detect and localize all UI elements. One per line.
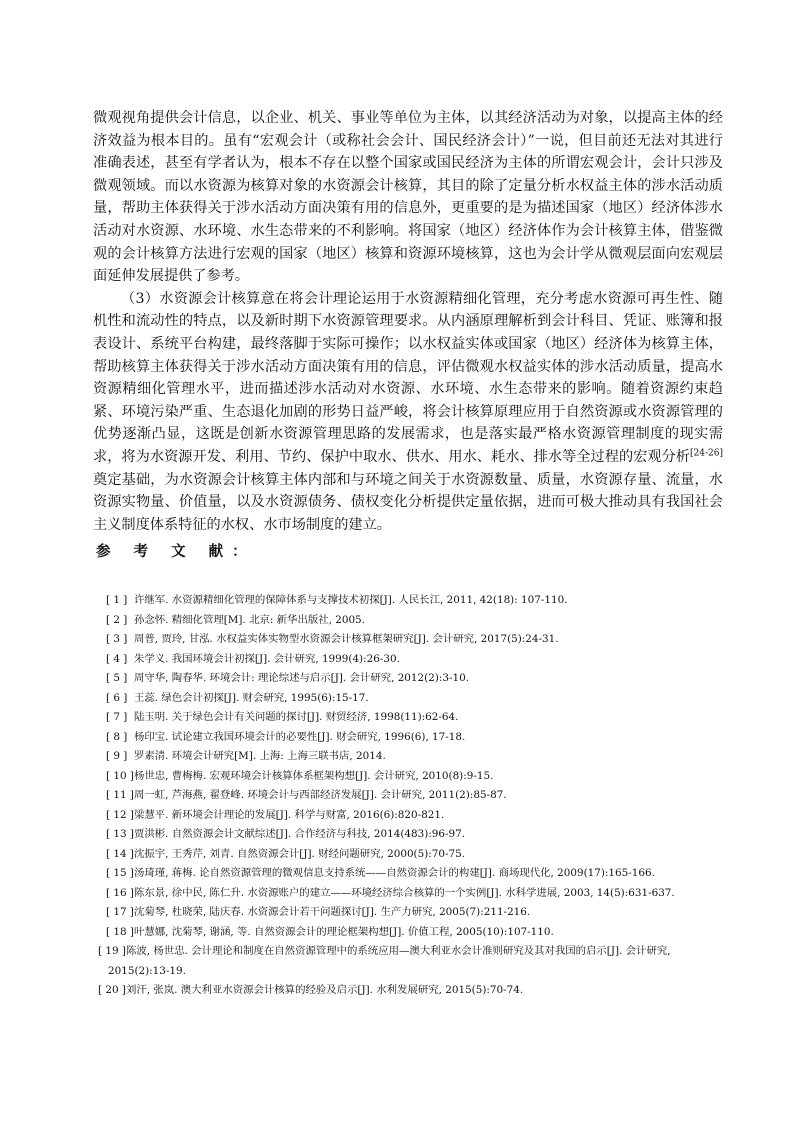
reference-text: 梁慧平. 新环境会计理论的发展[J]. 科学与财富, 2016(6):820-821. [134,808,445,821]
reference-item [106,923,716,943]
reference-text: 孙念怀. 精细化管理[M]. 北京: 新华出版社, 2005. [134,613,365,626]
paragraph-2-text-before: （3）水资源会计核算意在将会计理论运用于水资源精细化管理，充分考虑水资源可再生性、随机性和流动性的特点，以及新时期下水资源管理要求。从内涵原理解析到会计科目、凭证、账簿和报表设计、系统平台构建，最终落脚于实际可操作；以水权益实体或国家（地区）经济体为核算主体，帮助核算主体获得关于涉水活动方面决策有用的信息，评估微观水权益实体的涉水活动质量，提高水资源精细化管理水平，进而描述涉水活动对水资源、水环境、水生态带来的影响。随着资源约束趋紧、环境污染严重、生态退化加剧的形势日益严峻，将会计核算原理应用于自然资源或水资源管理的优势逐渐凸显，这既是创新水资源管理思路的发展需求，也是落实最严格水资源管理制度的现实需求，将为水资源开发、利用、节约、保护中取水、供水、用水、耗水、排水等全过程的宏观分析 [93,290,723,465]
reference-item [106,806,716,826]
reference-number: [ 9 ] [106,750,128,762]
reference-number: [ 4 ] [106,652,128,665]
reference-number: [ 8 ] [106,730,128,743]
reference-text: 汤琦瑾, 蒋梅. 论自然资源管理的微观信息支持系统——自然资源会计的构建[J]. 商场现代化, 2009(17):165-166. [134,867,655,879]
body-text [93,107,723,536]
reference-number: [ 10 ] [106,769,134,782]
references-heading: 参 考 文 献： [96,544,256,560]
reference-number: [ 1 ] [106,594,128,606]
reference-number: [ 13 ] [106,828,134,840]
reference-item [106,825,716,845]
reference-text: 刘汗, 张岚. 澳大利亚水资源会计核算的经验及启示[J]. 水利发展研究, 2015(5):70-74. [126,984,524,996]
reference-text: 周一虹, 芦海燕, 翟登峰. 环境会计与西部经济发展[J]. 会计研究, 2011(2):85-87. [134,789,507,801]
reference-item [106,767,716,787]
reference-item [106,669,716,689]
reference-number: [ 17 ] [106,906,134,918]
reference-text-continuation: 2015(2):13-19. [108,964,186,977]
reference-number: [ 3 ] [106,633,128,645]
reference-number: [ 6 ] [106,691,128,704]
citation-superscript: [24-26] [690,448,723,459]
reference-text: 叶慧娜, 沈菊琴, 谢涵, 等. 自然资源会计的理论框架构想[J]. 价值工程, 2005(10):107-110. [134,925,554,938]
reference-list [98,591,716,1001]
reference-number: [ 20 ] [98,984,126,996]
reference-text: 杨世忠, 曹梅梅. 宏观环境会计核算体系框架构想[J]. 会计研究, 2010(8):9-15. [134,769,494,782]
body-paragraph-2 [93,288,723,537]
reference-item [98,942,716,981]
reference-item [106,689,716,709]
reference-number: [ 15 ] [106,867,134,879]
reference-item [106,903,716,923]
reference-text: 贾洪彬. 自然资源会计文献综述[J]. 合作经济与科技, 2014(483):96-97. [134,828,466,840]
reference-item [106,786,716,806]
reference-number: [ 19 ] [98,945,126,957]
reference-text: 陈东景, 徐中民, 陈仁升. 水资源账户的建立——环境经济综合核算的一个实例[J]. 水科学进展, 2003, 14(5):631-637. [134,886,675,899]
reference-text: 朱学义. 我国环境会计初探[J]. 会计研究, 1999(4):26-30. [134,652,400,665]
reference-number: [ 12 ] [106,808,134,821]
reference-text: 沈振宇, 王秀芹, 刘青. 自然资源会计[J]. 财经问题研究, 2000(5):70-75. [134,847,466,860]
paragraph-2-text-after: 奠定基础，为水资源会计核算主体内部和与环境之间关于水资源数量、质量，水资源存量、流量，水资源实物量、价值量，以及水资源债务、债权变化分析提供定量依据，进而可极大推动具有我国社会主义制度体系特征的水权、水市场制度的建立。 [93,471,723,533]
reference-item [106,650,716,670]
reference-text: 周守华, 陶春华. 环境会计: 理论综述与启示[J]. 会计研究, 2012(2):3-10. [134,672,470,684]
reference-item [106,611,716,631]
reference-number: [ 7 ] [106,711,128,723]
reference-item [106,747,716,767]
reference-item [106,591,716,611]
reference-number: [ 18 ] [106,925,134,938]
reference-text: 沈菊琴, 杜晓荣, 陆庆春. 水资源会计若干问题探讨[J]. 生产力研究, 2005(7):211-216. [134,906,531,918]
reference-text: 周普, 贾玲, 甘泓. 水权益实体实物型水资源会计核算框架研究[J]. 会计研究, 2017(5):24-31. [134,633,559,645]
reference-number: [ 11 ] [106,789,134,801]
reference-item [106,845,716,865]
reference-number: [ 2 ] [106,613,128,626]
reference-text: 王蕊. 绿色会计初探[J]. 财会研究, 1995(6):15-17. [134,691,369,704]
body-paragraph-1: 微观视角提供会计信息，以企业、机关、事业等单位为主体，以其经济活动为对象，以提高主体的经济效益为根本目的。虽有“宏观会计（或称社会会计、国民经济会计）”一说，但目前还无法对其进行准确表述，甚至有学者认为，根本不存在以整个国家或国民经济为主体的所谓宏观会计，会计只涉及微观领域。而以水资源为核算对象的水资源会计核算，其目的除了定量分析水权益主体的涉水活动质量，帮助主体获得关于涉水活动方面决策有用的信息外，更重要的是为描述国家（地区）经济体涉水活动对水资源、水环境、水生态带来的不利影响。将国家（地区）经济体作为会计核算主体，借鉴微观的会计核算方法进行宏观的国家（地区）核算和资源环境核算，这也为会计学从微观层面向宏观层面延伸发展提供了参考。 [93,110,723,285]
reference-item [106,630,716,650]
reference-text: 罗素清. 环境会计研究[M]. 上海: 上海三联书店, 2014. [134,750,386,762]
reference-number: [ 16 ] [106,886,134,899]
reference-item [106,708,716,728]
reference-text: 陈波, 杨世忠. 会计理论和制度在自然资源管理中的系统应用—澳大利亚水会计准则研究及其对我国的启示[J]. 会计研究, [126,945,671,957]
reference-item [98,981,716,1001]
reference-item [106,884,716,904]
reference-item [106,728,716,748]
reference-number: [ 14 ] [106,847,134,860]
reference-number: [ 5 ] [106,672,128,684]
reference-text: 陆玉明. 关于绿色会计有关问题的探讨[J]. 财贸经济, 1998(11):62-64. [134,711,459,723]
reference-item [106,864,716,884]
reference-text: 杨印宝. 试论建立我国环境会计的必要性[J]. 财会研究, 1996(6), 17-18. [134,730,466,743]
reference-text: 许继军. 水资源精细化管理的保障体系与支撑技术初探[J]. 人民长江, 2011, 42(18): 107-110. [134,594,568,606]
